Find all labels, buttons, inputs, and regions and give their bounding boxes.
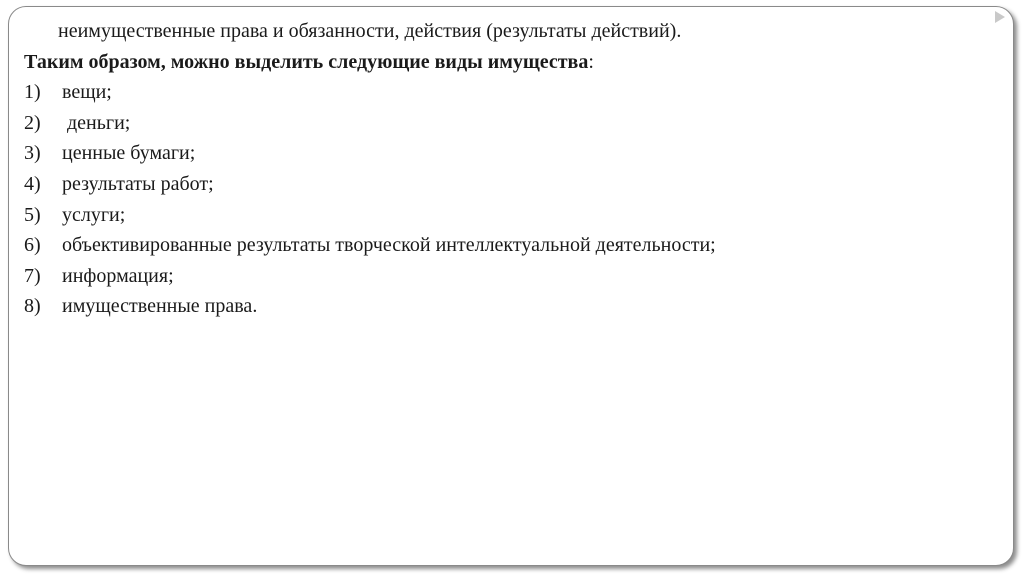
list-item-number: 2) [24,111,41,134]
list-item-number: 5) [24,203,41,226]
slide-content [24,16,1004,322]
list-item-text: ценные бумаги; [62,142,196,165]
property-types-list [24,77,1004,322]
list-item-text: имущественные права. [62,295,258,318]
list-item [24,291,1004,322]
list-item-number: 7) [24,264,41,287]
lead-colon: : [588,50,594,73]
list-item [24,77,1004,108]
list-item-number: 4) [24,172,41,195]
list-item-text: результаты работ; [62,172,214,195]
list-item [24,261,1004,292]
list-item [24,230,1004,261]
list-item [24,200,1004,231]
list-item-text: деньги; [62,111,131,134]
list-item [24,138,1004,169]
list-item-text: объективированные результаты творческой интеллектуальной деятельности; [62,234,716,257]
list-item-text: услуги; [62,203,126,226]
list-item-text: информация; [62,264,174,287]
list-item-number: 6) [24,234,41,257]
lead-bold-text: Таким образом, можно выделить следующие виды имущества [24,50,589,73]
lead-sentence [24,47,1004,78]
list-item-number: 3) [24,142,41,165]
list-item-number: 1) [24,81,41,104]
intro-line: неимущественные права и обязанности, действия (результаты действий). [58,20,682,42]
list-item-number: 8) [24,295,41,318]
list-item [24,169,1004,200]
list-item-text: вещи; [62,81,112,104]
list-item [24,108,1004,139]
